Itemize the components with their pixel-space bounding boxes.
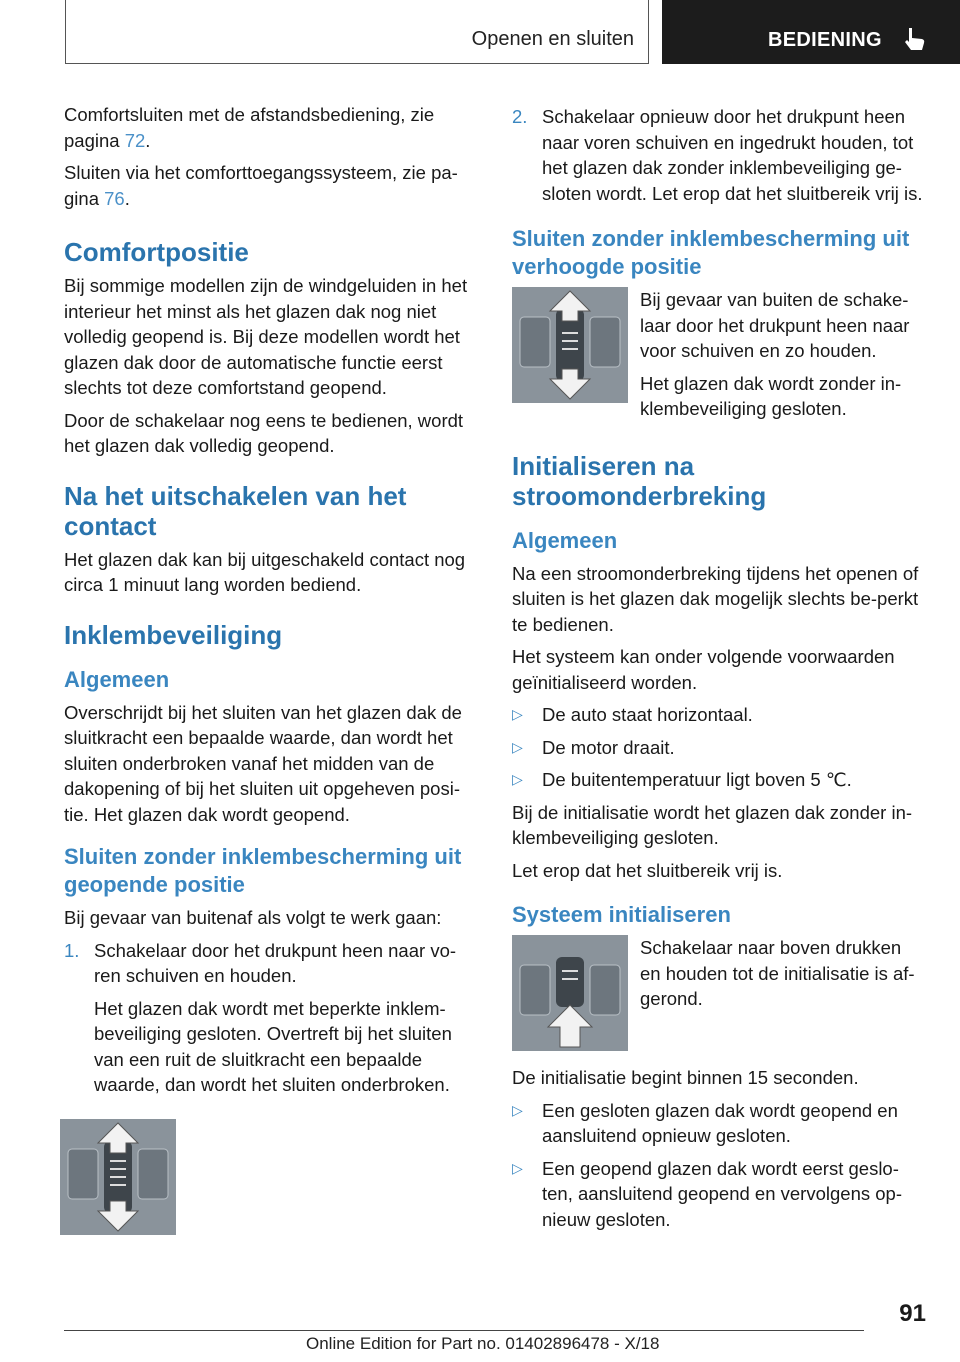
paragraph: Overschrijdt bij het sluiten van het glazen dak de sluitkracht een bepaalde waarde, dan wordt het sluiten onderbroken vanaf het midden van de dakopening of bij het sluiten uit opgeheven posi‐tie. Het glazen dak wordt geopend. xyxy=(64,701,462,825)
paragraph: Het glazen dak kan bij uitgeschakeld contact nog circa 1 minuut lang worden bediend. xyxy=(64,548,466,595)
header-chapter-title: BEDIENING xyxy=(768,29,882,51)
heading-contact: Na het uitschakelen van het contact xyxy=(64,480,407,541)
list-item xyxy=(64,938,480,1105)
hand-pointer-icon xyxy=(900,24,928,52)
footer-edition: Online Edition for Part no. 01402896478 - X/18 xyxy=(306,1334,660,1353)
bullet-triangle-icon: ▷ xyxy=(512,706,523,722)
bullet-triangle-icon: ▷ xyxy=(512,738,523,755)
step-number: 1. xyxy=(64,939,80,961)
heading-systeem-initialiseren: Systeem initialiseren xyxy=(512,902,731,927)
heading-sluiten-verhoogd: Sluiten zonder inklembescherming uit verhoogde positie xyxy=(512,226,910,279)
right-column xyxy=(512,104,926,1239)
paragraph: Bij sommige modellen zijn de windgeluiden in het interieur het minst als het glazen dak nog niet volledig geopend is. Bij deze modellen wordt het glazen dak door de automatische functie eerst slechts tot deze comfortstand geopend. xyxy=(64,275,468,398)
bullet-triangle-icon: ▷ xyxy=(512,771,523,787)
page-link[interactable]: 72 xyxy=(124,129,146,151)
heading-inklembeveiliging: Inklembeveiliging xyxy=(64,619,283,650)
figure-block xyxy=(512,935,926,1051)
paragraph: Door de schakelaar nog eens te bedienen, wordt het glazen dak volledig geopend. xyxy=(64,409,464,456)
switch-image-forward xyxy=(60,1119,176,1235)
list-item: ▷ De auto staat horizontaal. xyxy=(512,702,926,728)
paragraph: Het systeem kan onder volgende voorwaarden geïnitialiseerd worden. xyxy=(512,646,895,693)
paragraph: Bij gevaar van buitenaf als volgt te werk gaan: xyxy=(64,907,442,928)
switch-image-raised xyxy=(512,287,628,403)
switch-image-up xyxy=(512,935,628,1051)
heading-sluiten-geopend: Sluiten zonder inklembescherming uit geopende positie xyxy=(64,844,462,897)
footer-divider xyxy=(64,1330,864,1331)
paragraph: Bij gevaar van buiten de schake‐laar door het drukpunt heen naar voor schuiven en zo houden. xyxy=(640,289,910,361)
paragraph: Bij de initialisatie wordt het glazen dak zonder in‐klembeveiliging gesloten. xyxy=(512,801,913,848)
list-item: ▷ De motor draait. xyxy=(512,735,926,761)
header-chapter-tab xyxy=(662,0,960,64)
bullet-triangle-icon: ▷ xyxy=(512,1159,523,1176)
list-item: ▷ Een gesloten glazen dak wordt geopend en aansluitend opnieuw gesloten. xyxy=(512,1098,926,1149)
paragraph: Na een stroomonderbreking tijdens het openen of sluiten is het glazen dak mogelijk slechts be‐perkt te bedienen. xyxy=(512,562,919,635)
paragraph: Schakelaar naar boven drukken en houden tot de initialisatie is af‐gerond. xyxy=(640,937,915,1009)
heading-algemeen: Algemeen xyxy=(64,666,170,692)
paragraph: Comfortsluiten met de afstandsbediening, zie pagina 72. xyxy=(64,104,435,151)
paragraph: Schakelaar door het drukpunt heen naar vo‐ren schuiven en houden. xyxy=(94,939,457,986)
list-item: ▷ De buitentemperatuur ligt boven 5 ℃. xyxy=(512,767,926,793)
paragraph: Het glazen dak wordt met beperkte inklem‐beveiliging gesloten. Overtreft bij het sluiten van een ruit de sluitkracht een bepaalde waarde, dan wordt het sluiten onderbroken. xyxy=(94,997,452,1095)
list-item xyxy=(512,104,926,213)
step-number: 2. xyxy=(512,106,528,127)
figure-block xyxy=(512,287,926,429)
heading-comfortpositie: Comfortpositie xyxy=(64,237,249,267)
paragraph: De initialisatie begint binnen 15 seconden. xyxy=(512,1067,859,1088)
paragraph: Het glazen dak wordt zonder in‐klembeveiliging gesloten. xyxy=(640,372,902,419)
paragraph: Let erop dat het sluitbereik vrij is. xyxy=(512,859,783,881)
paragraph: Sluiten via het comforttoegangssysteem, zie pa‐gina 76. xyxy=(64,162,458,209)
header-section-tab xyxy=(65,0,649,64)
list-item: ▷ Een geopend glazen dak wordt eerst geslo‐ten, aansluitend geopend en vervolgens op‐nieuw gesloten. xyxy=(512,1156,926,1233)
header-section-title: Openen en sluiten xyxy=(471,28,634,50)
bullet-triangle-icon: ▷ xyxy=(512,1101,523,1118)
page-link[interactable]: 76 xyxy=(104,187,125,209)
heading-algemeen: Algemeen xyxy=(512,527,618,553)
left-column xyxy=(64,102,480,1235)
page-number: 91 xyxy=(899,1300,926,1327)
paragraph: Schakelaar opnieuw door het drukpunt heen naar voren schuiven en ingedrukt houden, tot het glazen dak zonder inklembeveiliging ge‐sloten wordt. Let erop dat het sluitbereik vrij is. xyxy=(542,106,923,204)
heading-initialiseren: Initialiseren na stroomonderbreking xyxy=(512,450,767,511)
